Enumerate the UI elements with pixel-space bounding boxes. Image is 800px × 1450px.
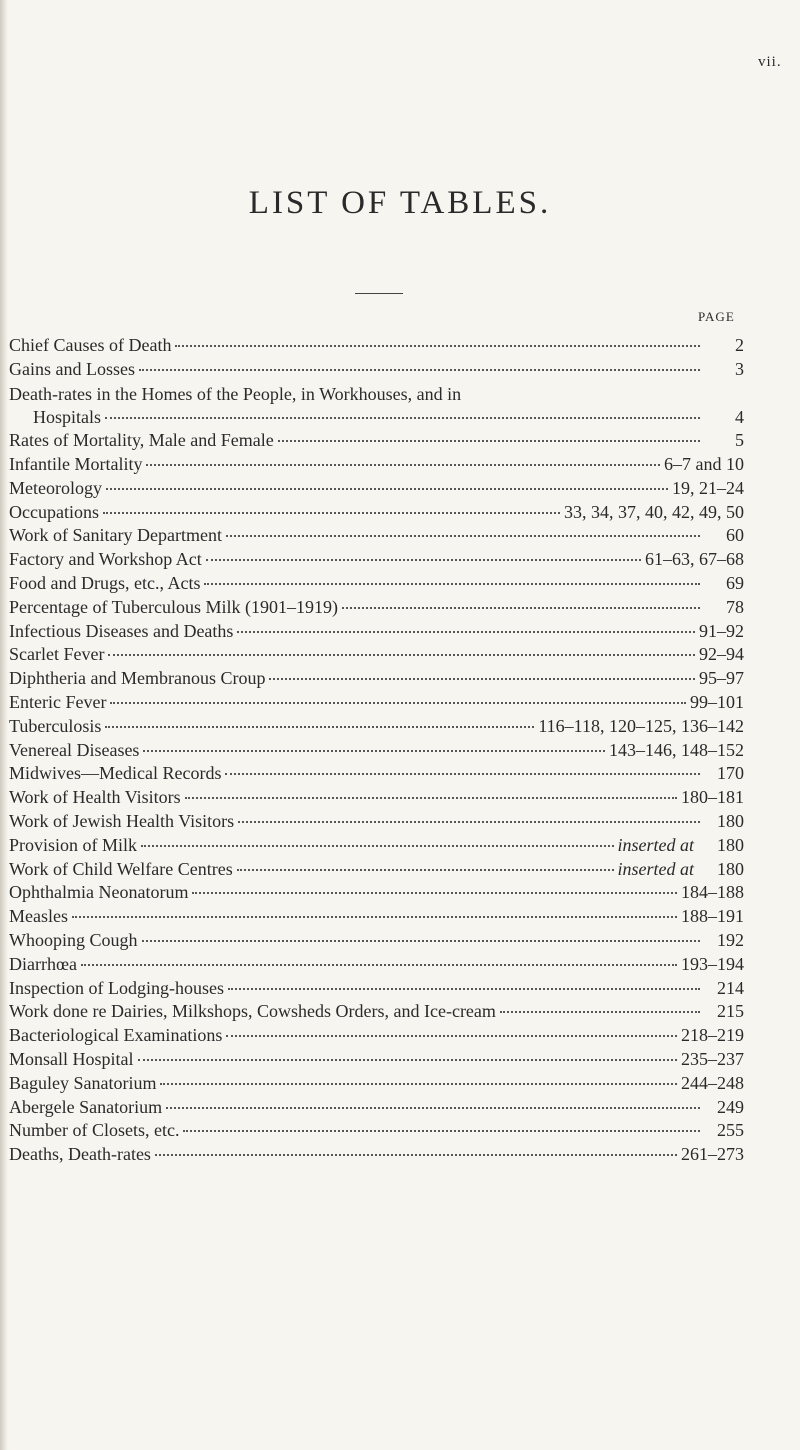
entry-pages: 188–191 (681, 906, 744, 927)
entry-pages: 214 (717, 977, 744, 998)
list-item (9, 906, 744, 930)
entry-label: Measles (9, 906, 68, 927)
entry-pages: 2 (735, 335, 744, 355)
list-item (9, 1097, 744, 1121)
entry-label: Monsall Hospital (9, 1048, 134, 1069)
dot-leader (226, 1035, 677, 1037)
entry-label: Ophthalmia Neonatorum (9, 882, 189, 903)
entry-pages: 255 (717, 1120, 744, 1141)
entry-pages: 61–63, 67–68 (645, 549, 744, 570)
dot-leader (155, 1154, 677, 1156)
entry-pages: 261–273 (681, 1144, 744, 1165)
dot-leader (143, 750, 605, 752)
entry-note: inserted at (617, 834, 694, 855)
list-item (9, 1001, 744, 1025)
entry-pages: 180 (717, 858, 744, 879)
entry-pages: 193–194 (681, 953, 744, 974)
dot-leader (228, 988, 700, 990)
dot-leader (192, 892, 677, 894)
dot-leader (160, 1083, 677, 1085)
dot-leader (225, 773, 700, 775)
dot-leader (204, 583, 700, 585)
list-item (9, 359, 744, 383)
dot-leader (185, 797, 677, 799)
entry-label: Tuberculosis (9, 715, 102, 736)
dot-leader (237, 631, 695, 633)
entry-pages: 184–188 (681, 882, 744, 903)
entry-pages: 192 (717, 929, 744, 950)
entry-label: Midwives—Medical Records (9, 763, 222, 784)
dot-leader (238, 821, 700, 823)
entry-pages: 180–181 (681, 787, 744, 808)
dot-leader (166, 1107, 700, 1109)
list-item (9, 882, 744, 906)
entry-label: Death-rates in the Homes of the People, in Workhouses, and in (9, 383, 462, 404)
entry-pages: 218–219 (681, 1025, 744, 1046)
list-item (9, 335, 744, 359)
entry-label: Gains and Losses (9, 358, 135, 379)
entry-pages: 249 (717, 1096, 744, 1117)
entry-note: inserted at (617, 858, 694, 879)
dot-leader (175, 345, 700, 347)
dot-leader (106, 488, 668, 490)
dot-leader (183, 1130, 700, 1132)
dot-leader (237, 869, 614, 871)
list-item (9, 740, 744, 764)
title-rule (355, 293, 403, 294)
dot-leader (105, 726, 534, 728)
list-item (9, 978, 744, 1002)
dot-leader (500, 1011, 700, 1013)
entry-label: Work of Jewish Health Visitors (9, 810, 235, 831)
entry-pages: 116–118, 120–125, 136–142 (538, 715, 744, 736)
entry-label: Abergele Sanatorium (9, 1096, 163, 1117)
list-item (9, 692, 744, 716)
entry-pages: 180 (717, 810, 744, 831)
entry-label: Percentage of Tuberculous Milk (1901–1919) (9, 596, 338, 617)
dot-leader (226, 535, 700, 537)
entry-pages: 143–146, 148–152 (609, 739, 744, 760)
entry-label: Deaths, Death-rates (9, 1144, 151, 1165)
list-item (9, 1120, 744, 1144)
entry-label: Number of Closets, etc. (9, 1120, 180, 1141)
entry-pages: 33, 34, 37, 40, 42, 49, 50 (564, 501, 744, 522)
entry-label: Diarrhœa (9, 953, 77, 974)
list-item (9, 549, 744, 573)
list-item (9, 763, 744, 787)
dot-leader (81, 964, 677, 966)
entry-label-continued: Hospitals (33, 407, 102, 428)
list-item (9, 525, 744, 549)
entry-label: Scarlet Fever (9, 644, 105, 665)
entry-label: Meteorology (9, 477, 102, 498)
dot-leader (103, 512, 560, 514)
entry-pages: 170 (717, 763, 744, 784)
list-item (9, 668, 744, 692)
entry-pages: 215 (717, 1001, 744, 1022)
entry-label: Diphtheria and Membranous Croup (9, 668, 266, 689)
entry-label: Occupations (9, 501, 99, 522)
list-item (9, 1049, 744, 1073)
dot-leader (146, 464, 660, 466)
entry-pages: 235–237 (681, 1048, 744, 1069)
table-list (9, 335, 744, 1168)
list-item (9, 954, 744, 978)
list-item (9, 1025, 744, 1049)
list-item (9, 383, 744, 431)
entry-pages: 91–92 (699, 620, 744, 641)
dot-leader (206, 559, 641, 561)
entry-label: Food and Drugs, etc., Acts (9, 572, 201, 593)
dot-leader (278, 440, 700, 442)
list-item (9, 835, 744, 859)
entry-label: Baguley Sanatorium (9, 1072, 157, 1093)
dot-leader (110, 702, 686, 704)
entry-pages: 60 (726, 525, 744, 546)
dot-leader (139, 369, 700, 371)
list-item (9, 644, 744, 668)
list-item (9, 478, 744, 502)
list-item (9, 859, 744, 883)
entry-label: Provision of Milk (9, 834, 138, 855)
entry-pages: 6–7 and 10 (664, 453, 744, 474)
entry-pages: 78 (726, 596, 744, 617)
entry-pages: 244–248 (681, 1072, 744, 1093)
dot-leader (342, 607, 700, 609)
dot-leader (105, 417, 700, 419)
list-item (9, 621, 744, 645)
entry-label: Whooping Cough (9, 929, 138, 950)
list-item (9, 811, 744, 835)
page-column-header: PAGE (698, 309, 735, 324)
list-item (9, 930, 744, 954)
list-item (9, 502, 744, 526)
entry-pages: 180 (717, 834, 744, 855)
entry-label: Work of Child Welfare Centres (9, 858, 233, 879)
entry-pages: 19, 21–24 (672, 477, 744, 498)
entry-pages: 69 (726, 572, 744, 593)
list-item (9, 430, 744, 454)
entry-label: Rates of Mortality, Male and Female (9, 430, 274, 451)
list-item (9, 454, 744, 478)
entry-label: Infectious Diseases and Deaths (9, 620, 234, 641)
page-title: LIST OF TABLES. (248, 185, 552, 221)
entry-pages: 5 (735, 430, 744, 451)
list-item (9, 597, 744, 621)
entry-label: Enteric Fever (9, 691, 107, 712)
dot-leader (72, 916, 677, 918)
dot-leader (141, 845, 613, 847)
entry-label: Venereal Diseases (9, 739, 140, 760)
entry-label: Bacteriological Examinations (9, 1025, 223, 1046)
dot-leader (269, 678, 695, 680)
entry-label: Inspection of Lodging-houses (9, 977, 224, 998)
entry-pages: 99–101 (690, 691, 744, 712)
list-item (9, 573, 744, 597)
entry-label: Work done re Dairies, Milkshops, Cowsheds Orders, and Ice-cream (9, 1001, 496, 1022)
dot-leader (138, 1059, 678, 1061)
entry-pages: 95–97 (699, 668, 744, 689)
list-item (9, 787, 744, 811)
entry-label: Factory and Workshop Act (9, 549, 202, 570)
entry-label: Work of Health Visitors (9, 787, 181, 808)
entry-label: Infantile Mortality (9, 453, 143, 474)
list-item (9, 1144, 744, 1168)
entry-label: Work of Sanitary Department (9, 525, 222, 546)
dot-leader (142, 940, 701, 942)
entry-pages: 4 (735, 407, 744, 428)
entry-pages: 92–94 (699, 644, 744, 665)
page-number: vii. (758, 54, 782, 70)
list-item (9, 1073, 744, 1097)
entry-label: Chief Causes of Death (9, 335, 172, 355)
list-item (9, 716, 744, 740)
entry-pages: 3 (735, 358, 744, 379)
dot-leader (108, 654, 695, 656)
